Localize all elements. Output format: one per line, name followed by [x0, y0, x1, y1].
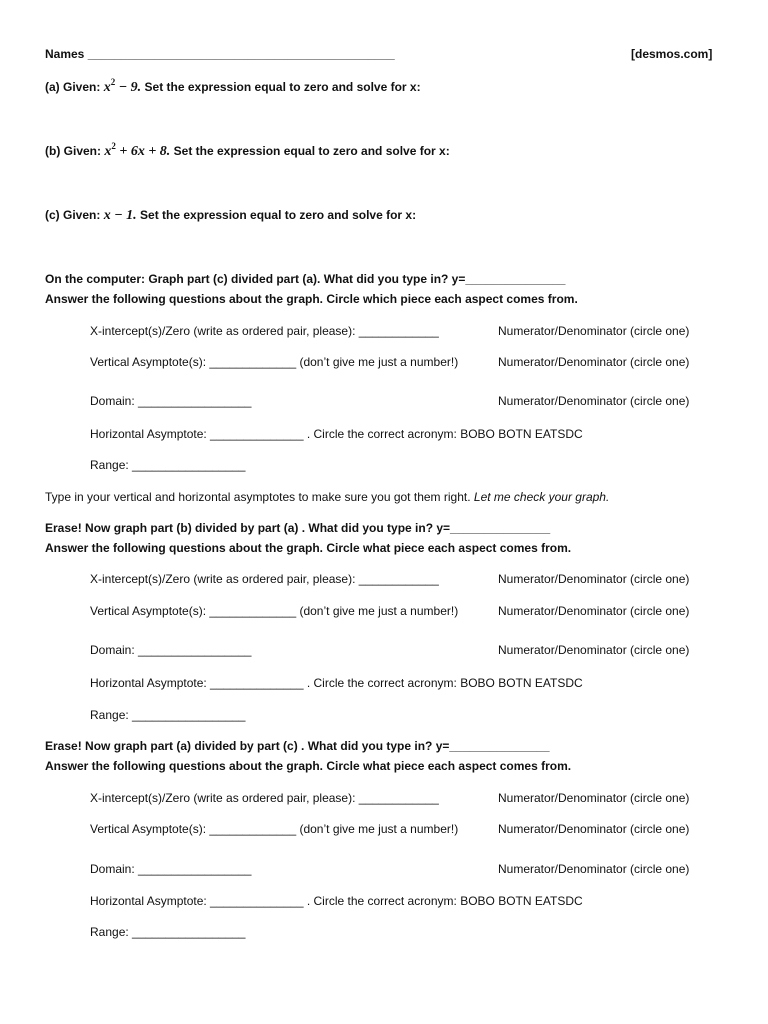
- section2-instruction: Answer the following questions about the graph. Circle what piece each aspect comes from.: [45, 541, 572, 555]
- section3-va[interactable]: Vertical Asymptote(s): _____________ (don’t give me just a number!): [90, 822, 459, 836]
- given-b-instruction: Set the expression equal to zero and solve for x:: [173, 144, 450, 158]
- given-b: [45, 143, 450, 160]
- given-a: [45, 79, 421, 96]
- section2-prompt: Erase! Now graph part (b) divided by part (a) . What did you type in? y=_______________: [45, 521, 551, 535]
- given-a-expression: $x^2 - 9$.: [103, 77, 142, 95]
- section3-xint-circle[interactable]: Numerator/Denominator (circle one): [498, 791, 690, 805]
- given-a-instruction: Set the expression equal to zero and solve for x:: [144, 80, 421, 94]
- given-c-instruction: Set the expression equal to zero and solve for x:: [140, 208, 417, 222]
- section1-prompt: On the computer: Graph part (c) divided part (a). What did you type in? y=_______________: [45, 272, 566, 286]
- section2-va-circle[interactable]: Numerator/Denominator (circle one): [498, 604, 690, 618]
- section1-domain-circle[interactable]: Numerator/Denominator (circle one): [498, 394, 690, 408]
- check-italic: Let me check your graph.: [473, 490, 610, 504]
- section3-ha[interactable]: Horizontal Asymptote: ______________ . Circle the correct acronym: BOBO BOTN EATSDC: [90, 894, 583, 908]
- given-a-label: (a) Given:: [45, 80, 101, 94]
- section3-instruction: Answer the following questions about the graph. Circle what piece each aspect comes from.: [45, 759, 572, 773]
- section1-range[interactable]: Range: _________________: [90, 458, 246, 472]
- section1-domain[interactable]: Domain: _________________: [90, 394, 252, 408]
- check-line: [45, 489, 609, 505]
- given-b-expression: $x^2 + 6x + 8$.: [104, 141, 171, 159]
- given-b-label: (b) Given:: [45, 144, 101, 158]
- names-field[interactable]: Names ______________________________________________: [45, 47, 395, 61]
- section3-prompt: Erase! Now graph part (a) divided by part (c) . What did you type in? y=_______________: [45, 739, 550, 753]
- section1-ha[interactable]: Horizontal Asymptote: ______________ . Circle the correct acronym: BOBO BOTN EATSDC: [90, 427, 583, 441]
- site-label: [desmos.com]: [631, 47, 713, 61]
- section1-va-circle[interactable]: Numerator/Denominator (circle one): [498, 355, 690, 369]
- section2-domain-circle[interactable]: Numerator/Denominator (circle one): [498, 643, 690, 657]
- section1-xint-circle[interactable]: Numerator/Denominator (circle one): [498, 324, 690, 338]
- given-c-label: (c) Given:: [45, 208, 101, 222]
- given-c-expression: x − 1.: [103, 208, 137, 223]
- section2-range[interactable]: Range: _________________: [90, 708, 246, 722]
- section1-xint[interactable]: X-intercept(s)/Zero (write as ordered pair, please): ____________: [90, 324, 439, 338]
- section3-range[interactable]: Range: _________________: [90, 925, 246, 939]
- section3-xint[interactable]: X-intercept(s)/Zero (write as ordered pair, please): ____________: [90, 791, 439, 805]
- section3-va-circle[interactable]: Numerator/Denominator (circle one): [498, 822, 690, 836]
- section2-xint-circle[interactable]: Numerator/Denominator (circle one): [498, 572, 690, 586]
- check-text: Type in your vertical and horizontal asymptotes to make sure you got them right.: [45, 490, 474, 504]
- given-c: [45, 207, 416, 224]
- section1-va[interactable]: Vertical Asymptote(s): _____________ (don’t give me just a number!): [90, 355, 459, 369]
- section3-domain[interactable]: Domain: _________________: [90, 862, 252, 876]
- section2-domain[interactable]: Domain: _________________: [90, 643, 252, 657]
- section2-ha[interactable]: Horizontal Asymptote: ______________ . Circle the correct acronym: BOBO BOTN EATSDC: [90, 676, 583, 690]
- section2-va[interactable]: Vertical Asymptote(s): _____________ (don’t give me just a number!): [90, 604, 459, 618]
- section1-instruction: Answer the following questions about the graph. Circle which piece each aspect comes from.: [45, 292, 578, 306]
- section3-domain-circle[interactable]: Numerator/Denominator (circle one): [498, 862, 690, 876]
- section2-xint[interactable]: X-intercept(s)/Zero (write as ordered pair, please): ____________: [90, 572, 439, 586]
